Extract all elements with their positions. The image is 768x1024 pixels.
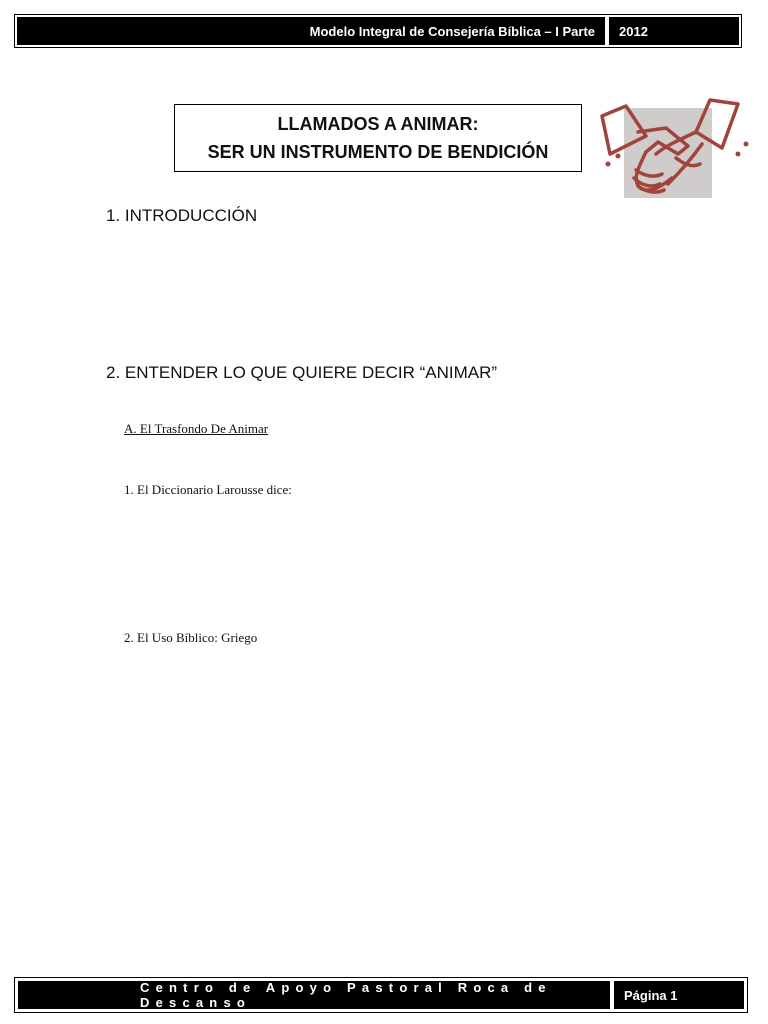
page-footer [14,977,748,1013]
footer-organization: Centro de Apoyo Pastoral Roca de Descanso [18,981,610,1009]
title-line-2: SER UN INSTRUMENTO DE BENDICIÓN [207,142,549,162]
subheading-trasfondo: A. El Trasfondo De Animar [124,421,269,436]
title-line-1: LLAMADOS A ANIMAR: [277,114,479,134]
page-header [14,14,742,48]
section-introduccion: 1. INTRODUCCIÓN [106,206,258,225]
section-entender: 2. ENTENDER LO QUE QUIERE DECIR “ANIMAR” [106,363,498,382]
footer-page-number: Página 1 [614,981,744,1009]
document-title-box [174,104,582,172]
header-title: Modelo Integral de Consejería Bíblica – I Parte [17,17,605,45]
item-diccionario: 1. El Diccionario Larousse dice: [124,482,292,497]
handshake-icon [588,98,754,202]
item-uso-biblico: 2. El Uso Bíblico: Griego [124,630,258,645]
header-year: 2012 [609,17,739,45]
